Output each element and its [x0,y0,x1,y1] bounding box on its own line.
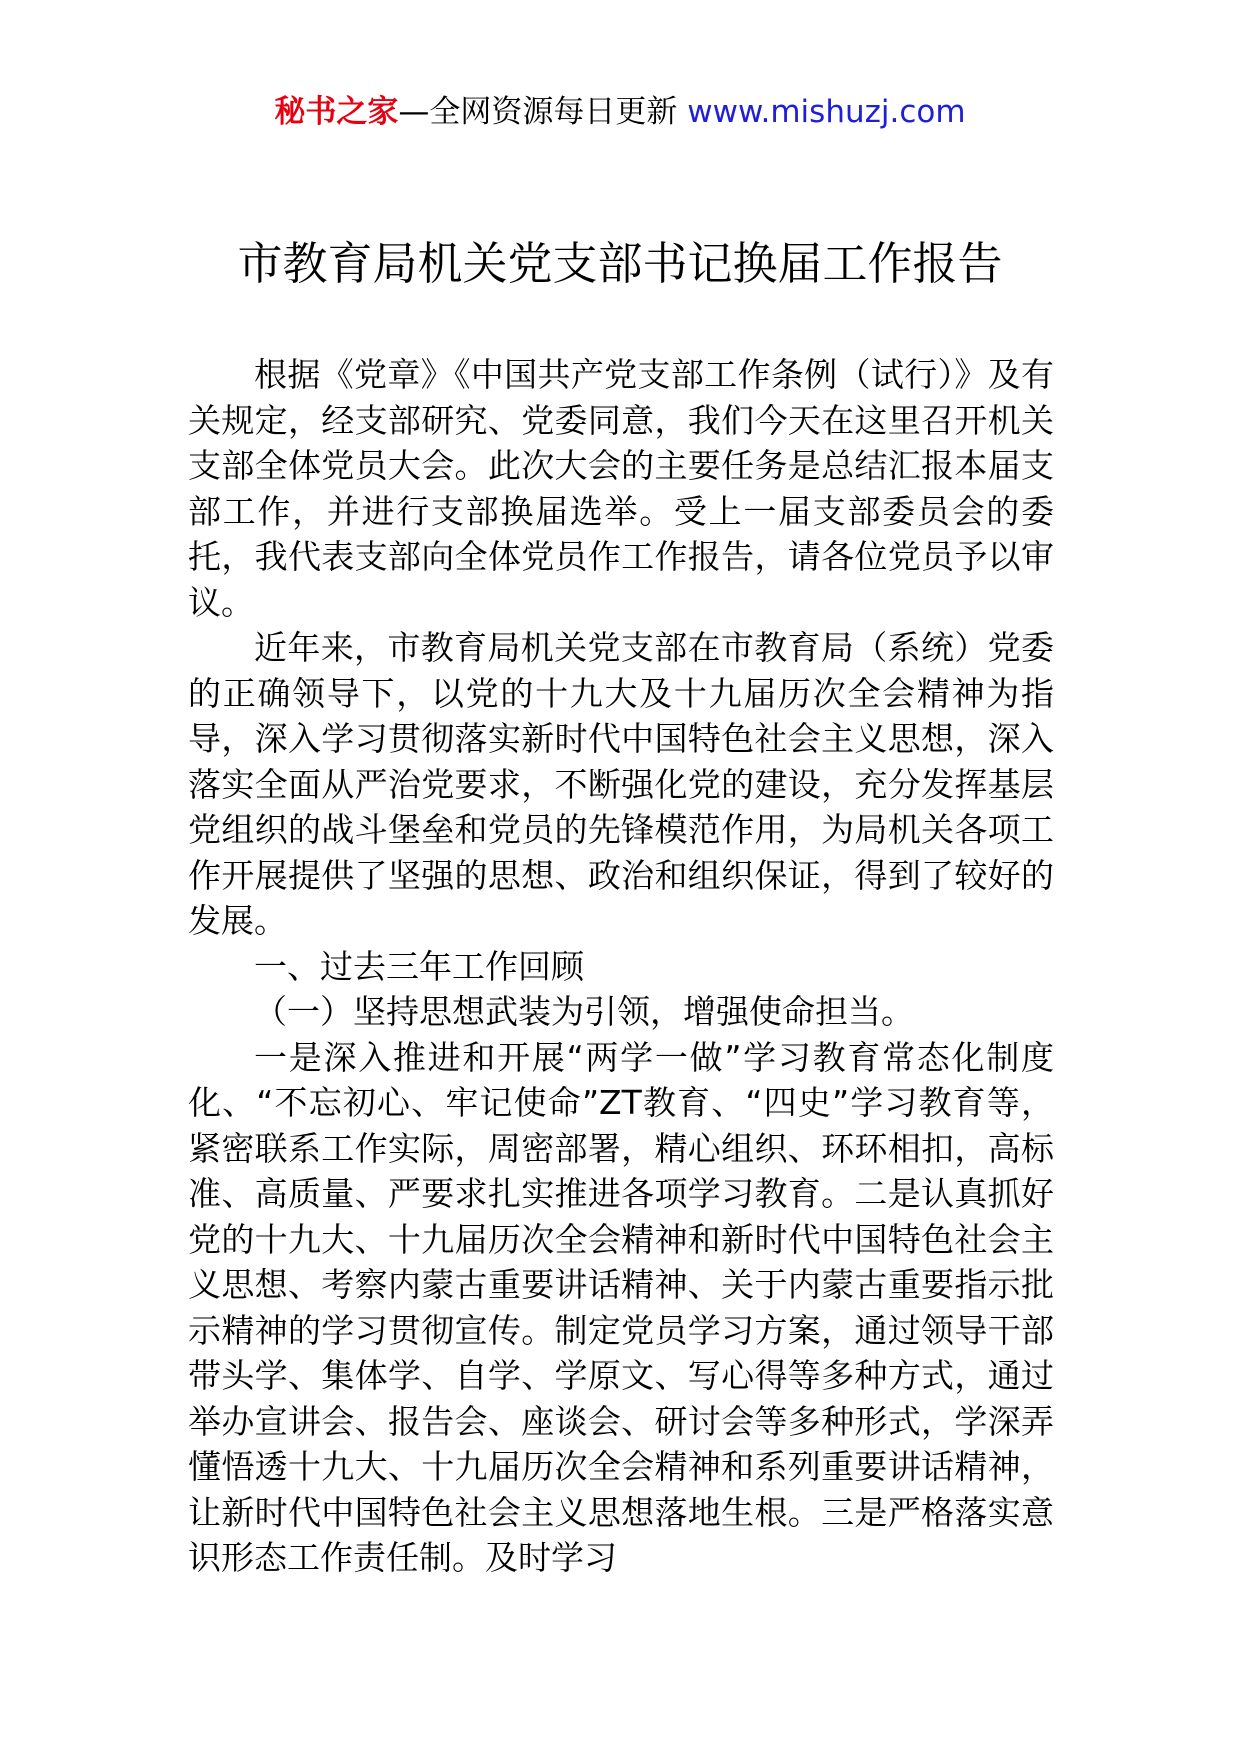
document-title: 市教育局机关党支部书记换届工作报告 [237,237,1003,290]
brand-name: 秘书之家 [274,94,399,130]
paragraph-detail: 一是深入推进和开展“两学一做”学习教育常态化制度化、“不忘初心、牢记使命”ZT教育、“四史”学习教育等，紧密联系工作实际，周密部署，精心组织、环环相扣，高标准、高质量、严要求扎实推进各项学习教育。二是认真抓好党的十九大、十九届历次全会精神和新时代中国特色社会主义思想、考察内蒙古重要讲话精神、关于内蒙古重要指示批示精神的学习贯彻宣传。制定党员学习方案，通过领导干部带头学、集体学、自学、学原文、写心得等多种方式，通过举办宣讲会、报告会、座谈会、研讨会等多种形式，学深弄懂悟透十九大、十九届历次全会精神和系列重要讲话精神，让新时代中国特色社会主义思想落地生根。三是严格落实意识形态工作责任制。及时学习 [188,1037,1054,1577]
subsection-heading: （一）坚持思想武装为引领，增强使命担当。 [254,992,914,1031]
site-header [0,92,1240,132]
header-slogan: —全网资源每日更新 [398,94,678,130]
section-heading: 一、过去三年工作回顾 [254,946,584,986]
document-body [188,352,1054,1581]
paragraph-intro: 根据《党章》《中国共产党支部工作条例（试行）》及有关规定，经支部研究、党委同意，我们今天在这里召开机关支部全体党员大会。此次大会的主要任务是总结汇报本届支部工作，并进行支部换届选举。受上一届支部委员会的委托，我代表支部向全体党员作工作报告，请各位党员予以审议。 [188,355,1054,622]
paragraph-overview: 近年来，市教育局机关党支部在市教育局（系统）党委的正确领导下，以党的十九大及十九届历次全会精神为指导，深入学习贯彻落实新时代中国特色社会主义思想，深入落实全面从严治党要求，不断强化党的建设，充分发挥基层党组织的战斗堡垒和党员的先锋模范作用，为局机关各项工作开展提供了坚强的思想、政治和组织保证，得到了较好的发展。 [188,628,1054,940]
site-url[interactable]: www.mishuzj.com [687,94,966,130]
